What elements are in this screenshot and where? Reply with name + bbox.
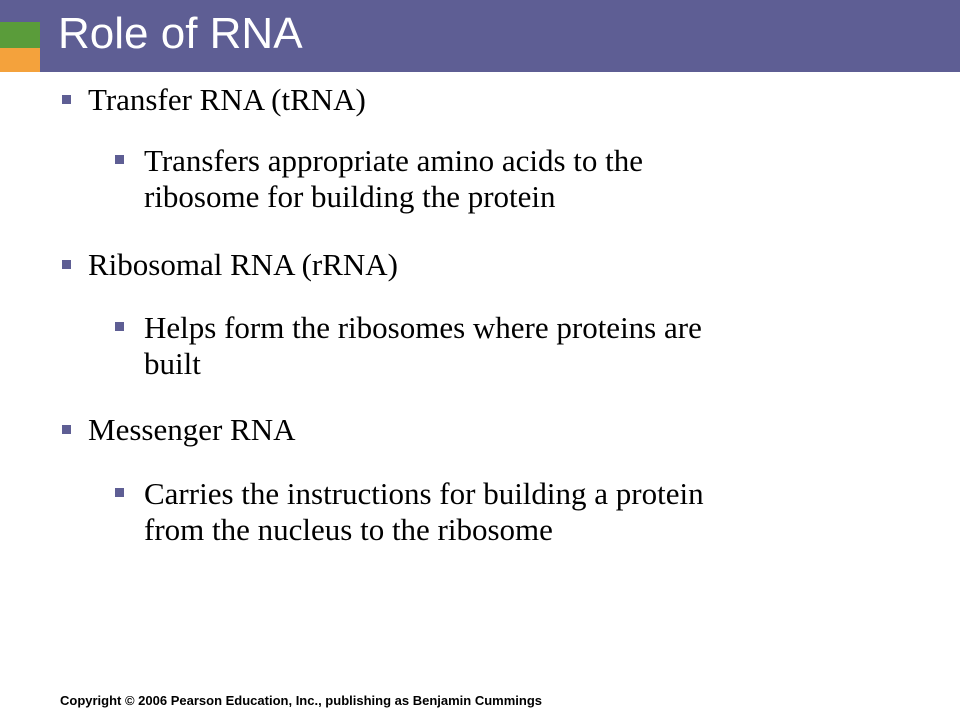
square-bullet-icon	[115, 155, 124, 164]
sub-bullet-item	[144, 310, 702, 382]
sub-bullet-text: Carries the instructions for building a protein from the nucleus to the ribosome	[144, 476, 704, 547]
slide-title: Role of RNA	[58, 9, 303, 58]
sub-bullet-text: Helps form the ribosomes where proteins are built	[144, 310, 702, 381]
bullet-text: Transfer RNA (tRNA)	[88, 82, 366, 117]
bullet-item-transfer-rna	[88, 82, 366, 118]
bullet-item-ribosomal-rna	[88, 247, 398, 283]
sub-bullet-item	[144, 143, 643, 215]
bullet-text: Messenger RNA	[88, 412, 296, 447]
bullet-text: Ribosomal RNA (rRNA)	[88, 247, 398, 282]
sub-bullet-item	[144, 476, 704, 548]
bullet-item-messenger-rna	[88, 412, 296, 448]
square-bullet-icon	[115, 322, 124, 331]
copyright-footer: Copyright © 2006 Pearson Education, Inc., publishing as Benjamin Cummings	[60, 693, 542, 708]
square-bullet-icon	[62, 95, 71, 104]
square-bullet-icon	[115, 488, 124, 497]
square-bullet-icon	[62, 260, 71, 269]
square-bullet-icon	[62, 425, 71, 434]
sub-bullet-text: Transfers appropriate amino acids to the ribosome for building the protein	[144, 143, 644, 214]
